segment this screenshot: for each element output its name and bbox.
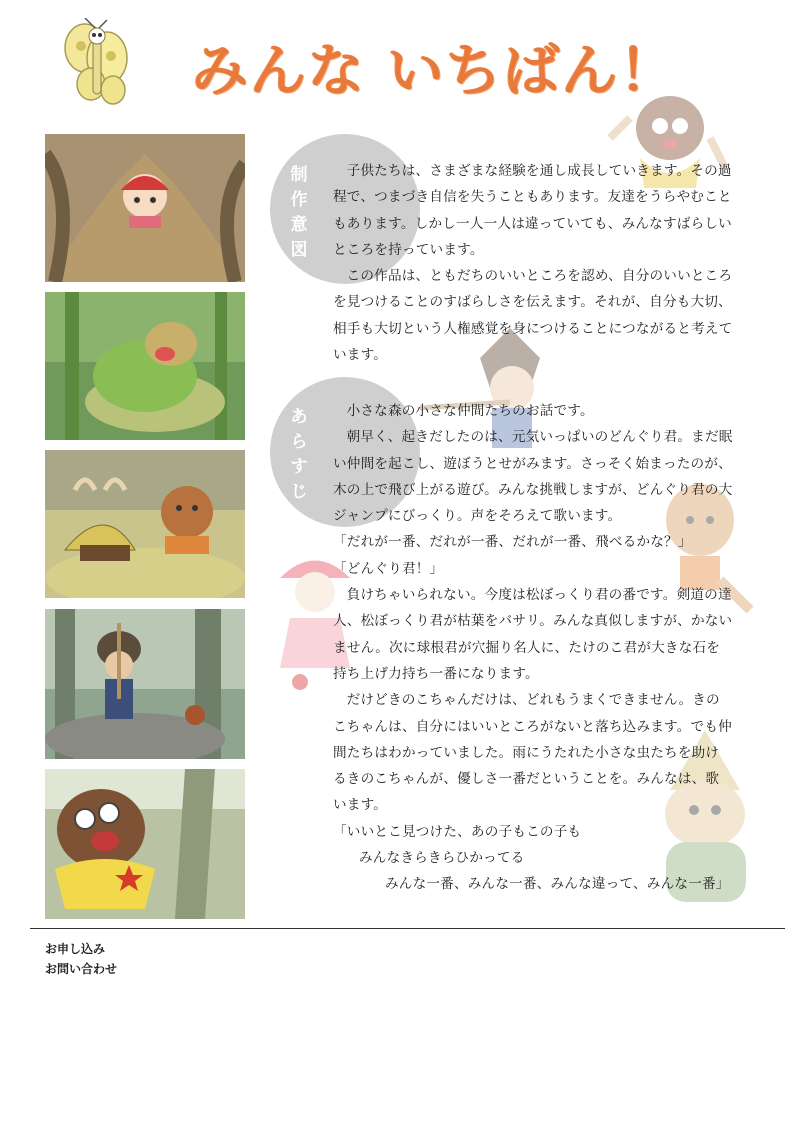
synopsis-section-label: あ ら す じ [290, 407, 308, 502]
butterfly-illustration [55, 18, 135, 108]
synopsis-paragraph-2: 朝早く、起きだしたのは、元気いっぱいのどんぐり君。まだ眠い仲間を起こし、遊ぼうとせがみます。さっそく始まったのが、木の上で飛び上がる遊び。みんな挑戦しますが、どんぐり君の大ジャンプにびっくり。声をそろえて歌います。 [333, 429, 733, 525]
synopsis-paragraph-4: だけどきのこちゃんだけは、どれもうまくできません。きのこちゃんは、自分にはいいところがないと落ち込みます。でも仲間たちはわかっていました。雨にうたれた小さな虫たちを助けるきのこちゃんが、優しさ一番だということを。みんなは、歌います。 [333, 692, 732, 814]
footer-divider [30, 928, 785, 929]
synopsis-quote-2: 「どんぐり君！」 [333, 560, 444, 577]
still-image-5 [45, 769, 245, 919]
song-line-2: みんなきらきらひかってる [359, 850, 525, 867]
still-image-1 [45, 134, 245, 282]
page-title: みんな いちばん！ [192, 39, 678, 104]
synopsis-quote-1: 「だれが一番、だれが一番、だれが一番、飛べるかな？」 [333, 534, 692, 551]
still-image-2 [45, 292, 245, 440]
synopsis-paragraph-1: 小さな森の小さな仲間たちのお話です。 [346, 403, 594, 419]
contact-label: お問い合わせ [45, 962, 118, 976]
still-image-4 [45, 609, 245, 759]
intent-text [333, 158, 733, 368]
still-image-3 [45, 450, 245, 598]
intent-paragraph-2: この作品は、ともだちのいいところを認め、自分のいいところを見つけることのすばらしさを伝えます。それが、自分も大切、相手も大切という人権感覚を身につけることにつながると考えています。 [333, 268, 733, 364]
intent-section-label: 制 作 意 図 [290, 165, 308, 260]
intent-paragraph-1: 子供たちは、さまざまな経験を通し成長していきます。その過程で、つまづき自信を失うこともあります。友達をうらやむこともあります。しかし一人一人は違っていても、みんなすばらしいところを持っています。 [333, 163, 732, 258]
song-line-1: 「いいとこ見つけた、あの子もこの子も [333, 823, 582, 840]
apply-label: お申し込み [45, 942, 106, 956]
synopsis-text [333, 398, 733, 898]
synopsis-paragraph-3: 負けちゃいられない。今度は松ぼっくり君の番です。剣道の達人、松ぼっくり君が枯葉をバサリ。みんな真似しますが、かないません。次に球根君が穴掘り名人に、たけのこ君が大きな石を持ち上げ力持ち一番になります。 [333, 587, 733, 682]
song-line-3: みんな一番、みんな一番、みんな違って、みんな一番」 [385, 876, 730, 893]
